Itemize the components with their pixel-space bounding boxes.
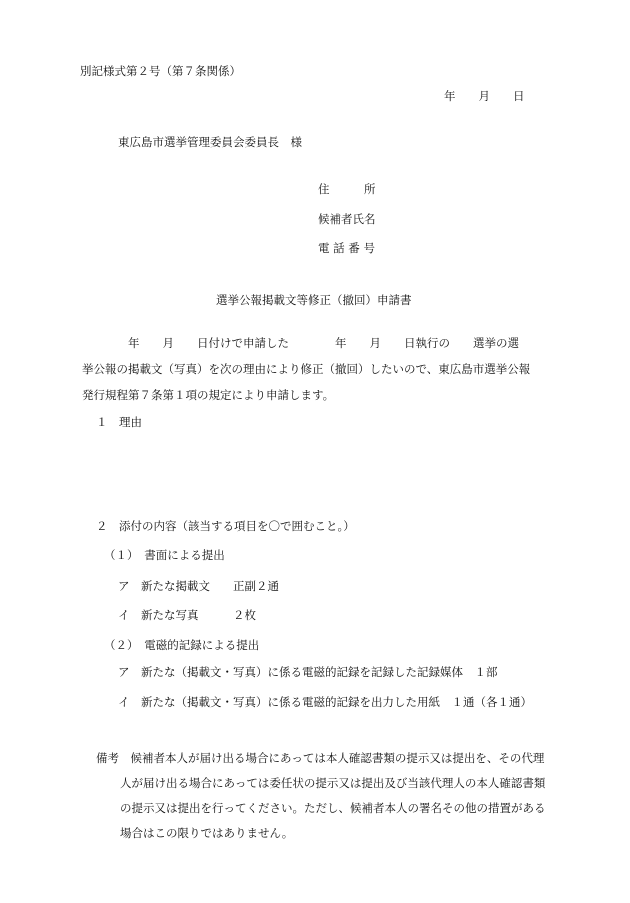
subsection-electronic-submission: （２） 電磁的記録による提出	[104, 638, 260, 652]
subsection-paper-submission: （１） 書面による提出	[104, 548, 225, 562]
phone-number-label: 電 話 番 号	[318, 241, 375, 255]
remarks-line: の提示又は提出を行ってください。ただし、候補者本人の署名その他の措置がある	[120, 801, 546, 815]
body-line: 年 月 日付けで申請した 年 月 日執行の 選挙の選	[82, 336, 519, 350]
attachment-item: イ 新たな写真 ２枚	[118, 608, 256, 622]
attachment-item: ア 新たな掲載文 正副２通	[118, 579, 279, 593]
addressee: 東広島市選挙管理委員会委員長 様	[118, 135, 302, 149]
candidate-name-label: 候補者氏名	[318, 212, 376, 226]
address-label: 住 所	[318, 182, 376, 196]
body-line: 挙公報の掲載文（写真）を次の理由により修正（撤回）したいので、東広島市選挙公報	[82, 362, 531, 376]
remarks-line: 場合はこの限りではありません。	[120, 826, 294, 840]
body-line: 発行規程第７条第１項の規定により申請します。	[82, 388, 335, 402]
section-attachments: ２ 添付の内容（該当する項目を〇で囲むこと。）	[96, 519, 355, 533]
attachment-item: イ 新たな（掲載文・写真）に係る電磁的記録を出力した用紙 １通（各１通）	[118, 695, 532, 709]
remarks-line: 備考 候補者本人が届け出る場合にあっては本人確認書類の提示又は提出を、その代理	[96, 751, 545, 765]
document-title: 選挙公報掲載文等修正（撤回）申請書	[216, 293, 412, 307]
section-reason: １ 理由	[96, 415, 142, 429]
attachment-item: ア 新たな（掲載文・写真）に係る電磁的記録を記録した記録媒体 １部	[118, 665, 498, 679]
remarks-line: 人が届け出る場合にあっては委任状の提示又は提出及び当該代理人の本人確認書類	[120, 776, 546, 790]
body-paragraph	[82, 330, 552, 408]
form-identifier: 別記様式第２号（第７条関係）	[80, 64, 241, 78]
remarks	[96, 746, 566, 846]
date-line: 年 月 日	[444, 89, 525, 103]
